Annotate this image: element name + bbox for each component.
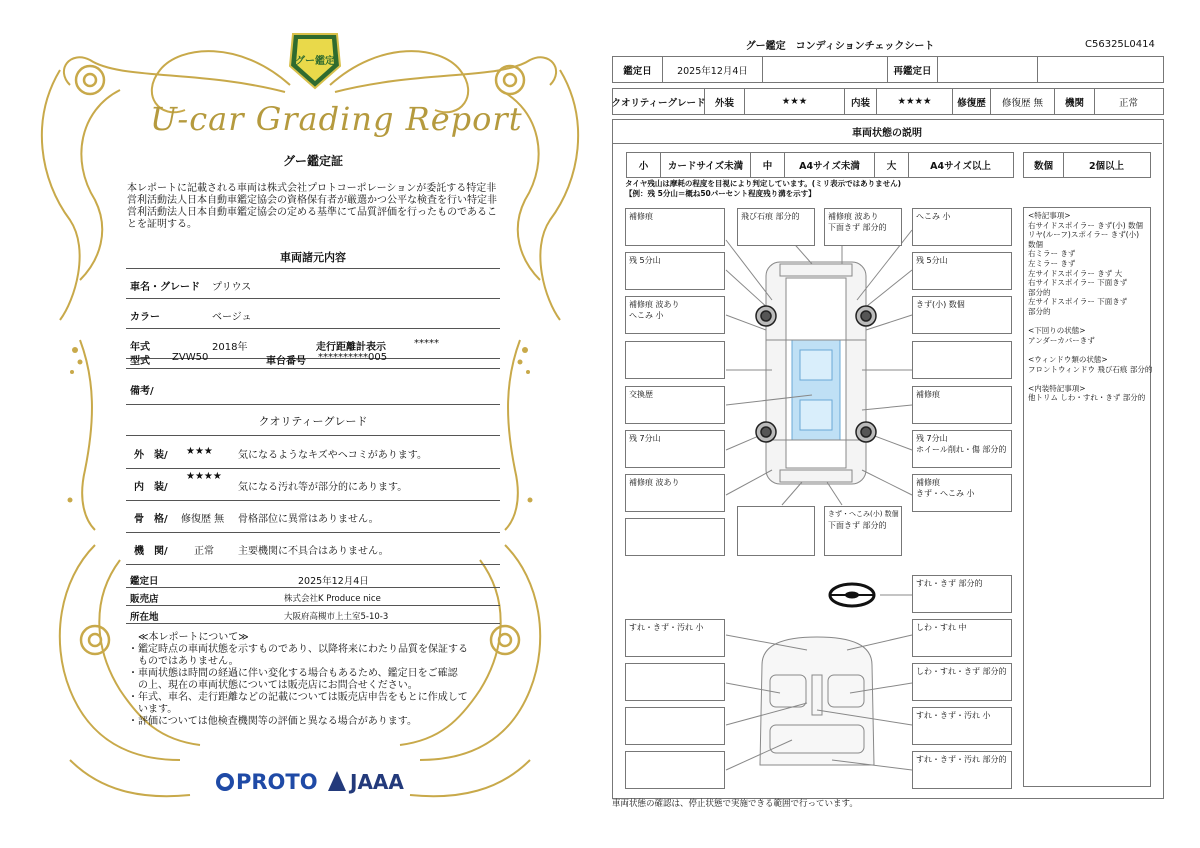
quality-row-frame: [126, 500, 500, 533]
shop-value: 大阪府高槻市上土室5-10-3: [284, 612, 389, 622]
sheet-title: グー鑑定 コンディションチェックシート: [745, 41, 935, 52]
note-line: ・鑑定時点の車両状態を示すものであり、以降将来にわたり品質を保証する: [128, 644, 468, 655]
tire-note-line: 【例：残 5分山＝概ね50パーセント程度残り溝を示す】: [625, 189, 816, 198]
note-line: ・年式、車名、走行距離などの記載については販売店申告をもとに作成して: [128, 692, 468, 703]
size-large: 大: [875, 153, 909, 177]
tire-box: [912, 430, 1012, 468]
special-line: 右サイドスポイラー きず(小) 数個: [1028, 220, 1144, 230]
special-line: 左ミラー きず: [1028, 258, 1076, 268]
tire-note: [625, 179, 901, 199]
quality-row-engine: [126, 532, 500, 565]
special-line: 他トリム しわ・すれ・きず 部分的: [1028, 393, 1146, 403]
damage-box: [912, 341, 1012, 379]
jaaa-logo-text: JAAA: [350, 770, 404, 794]
shop-value: 株式会社K Produce nice: [284, 594, 381, 604]
note-line: ・車両状態は時間の経過に伴い変化する場合もあるため、鑑定日をご確認: [128, 668, 458, 679]
quality-label: 内 装/: [134, 482, 168, 493]
damage-box: [625, 474, 725, 512]
interior-box: [912, 663, 1012, 701]
exterior-value: ★★★: [745, 89, 845, 114]
count-value: 2個以上: [1088, 161, 1125, 172]
spec-row-name: [126, 268, 500, 299]
damage-text: 補修痕 波あり: [828, 212, 879, 221]
damage-text: 下面きず 部分的: [828, 223, 887, 232]
damage-text: 補修痕 波あり: [629, 300, 680, 309]
note-line: ものではありません。: [128, 656, 239, 667]
spec-row-model: [126, 346, 500, 369]
spec-value: ZVW50: [172, 352, 209, 363]
interior-label: 内装: [845, 89, 877, 114]
quality-desc: 気になる汚れ等が部分的にあります。: [238, 482, 408, 493]
size-legend: [626, 152, 1014, 178]
interior-box: [912, 575, 1012, 613]
damage-text: 補修痕: [916, 390, 940, 399]
engine-value: 正常: [1118, 97, 1138, 109]
quality-row-exterior: [126, 436, 500, 469]
date-label: 鑑定日: [613, 57, 663, 82]
exterior-label: 外装: [705, 89, 745, 114]
repair-label: 修復歴: [953, 89, 991, 114]
quality-value: ★★★: [186, 446, 213, 457]
special-line: 左サイドスポイラー 下面きず: [1028, 297, 1128, 307]
damage-box: [625, 208, 725, 246]
redate-label: 再鑑定日: [888, 57, 938, 82]
shop-row-date: [126, 570, 500, 588]
special-line: フロントウィンドウ 飛び石痕 部分的: [1028, 364, 1153, 374]
certificate-body: 本レポートに記載される車両は株式会社プロトコーポレーションが委託する特定非営利活動法人日本自動車鑑定協会の資格保有者が厳選かつ公平な検査を行い特定非営利活動法人日本自動車鑑定協会の定める基準にて品質評価を行ったものであることを証明する。: [127, 183, 497, 230]
shop-label: 鑑定日: [130, 576, 159, 587]
spec-row-remarks: [126, 368, 500, 405]
count-legend: [1023, 152, 1151, 178]
damage-box: [912, 296, 1012, 334]
damage-text: しわ・すれ 中: [916, 623, 967, 632]
interior-box: [625, 663, 725, 701]
special-line: アンダーカバーきず: [1028, 335, 1095, 345]
damage-text: 残 7分山: [629, 434, 661, 443]
damage-text: すれ・きず・汚れ 部分的: [916, 755, 1007, 764]
note-line: います。: [128, 704, 178, 715]
spec-label: 備考/: [130, 386, 154, 397]
quality-title: クオリティーグレード: [258, 415, 368, 428]
damage-text: きず・へこみ(小) 数個: [828, 510, 899, 518]
tire-box: [912, 252, 1012, 290]
quality-value: ★★★★: [186, 471, 222, 482]
damage-text: へこみ 小: [629, 311, 664, 320]
proto-mark-icon: [216, 773, 234, 791]
date-value: 2025年12月4日: [663, 57, 763, 82]
size-small: 小: [627, 153, 661, 177]
script-title: U-car Grading Report: [150, 100, 523, 138]
special-line: <ウィンドウ類の状態>: [1028, 354, 1108, 364]
damage-text: 残 7分山: [916, 434, 948, 443]
damage-text: しわ・すれ・きず 部分的: [916, 667, 1007, 676]
damage-text: 下面きず 部分的: [828, 521, 887, 530]
damage-box: [824, 208, 902, 246]
shop-row-shop: [126, 588, 500, 606]
shop-label: 販売店: [130, 594, 159, 605]
quality-label: 機 関/: [134, 546, 168, 557]
special-line: <特記事項>: [1028, 211, 1071, 220]
spec-value: *****: [414, 338, 439, 349]
sheet-id: C56325L0414: [1085, 39, 1155, 50]
proto-logo: [216, 770, 318, 794]
spec-label: 走行距離計表示: [316, 342, 386, 353]
special-line: 右ミラー きず: [1028, 249, 1076, 259]
date-row: [612, 56, 1164, 83]
damage-text: 交換歴: [629, 390, 653, 399]
spec-row-color: [126, 298, 500, 329]
interior-box: [912, 751, 1012, 789]
goo-kantei-badge: [287, 30, 343, 92]
special-line: [1028, 345, 1146, 355]
special-line: 右サイドスポイラー 下面きず: [1028, 278, 1128, 288]
damage-box: [737, 506, 815, 556]
state-title: 車両状態の説明: [612, 119, 1162, 144]
quality-label: 骨 格/: [134, 514, 168, 525]
damage-text: すれ・きず 部分的: [916, 579, 983, 588]
quality-desc: 主要機関に不具合はありません。: [238, 546, 389, 557]
notes-title: ≪本レポートについて≫: [138, 632, 249, 643]
spec-value: ベージュ: [212, 312, 252, 323]
damage-text: 補修痕: [916, 478, 940, 487]
grade-label: クオリティーグレード: [613, 89, 705, 114]
size-mid-desc: A4サイズ未満: [785, 153, 875, 177]
special-line: [1028, 317, 1146, 327]
tire-box: [625, 430, 725, 468]
damage-box: [625, 296, 725, 334]
empty-cell: [763, 57, 888, 82]
tire-note-line: タイヤ残山は摩耗の程度を目視により判定しています。(ミリ表示ではありません): [625, 179, 902, 188]
damage-text: すれ・きず・汚れ 小: [629, 623, 704, 632]
special-line: <内装特記事項>: [1028, 383, 1086, 393]
interior-box: [625, 619, 725, 657]
badge-text: グー鑑定: [295, 56, 335, 67]
damage-box: [625, 341, 725, 379]
special-line: 数個: [1028, 239, 1043, 249]
spec-label: 型式: [130, 356, 150, 367]
special-line: 左サイドスポイラー きず 大: [1028, 268, 1123, 278]
size-small-desc: カードサイズ未満: [661, 153, 751, 177]
damage-box: [912, 208, 1012, 246]
special-line: リヤ(ルーフ)スポイラー きず(小): [1028, 230, 1140, 240]
interior-box: [912, 619, 1012, 657]
damage-text: 補修痕: [629, 212, 653, 221]
spec-label: 車名・グレード: [130, 282, 200, 293]
footer-note: 車両状態の確認は、停止状態で実施できる範囲で行っています。: [612, 799, 858, 809]
special-line: [1028, 374, 1146, 384]
redate-value: [938, 57, 1038, 82]
size-mid: 中: [751, 153, 785, 177]
damage-text: きず(小) 数個: [916, 300, 965, 309]
special-notes: [1023, 207, 1151, 787]
damage-text: すれ・きず・汚れ 小: [916, 711, 991, 720]
damage-box: [912, 386, 1012, 424]
shop-value: 2025年12月4日: [298, 576, 369, 587]
damage-box: [912, 474, 1012, 512]
shop-label: 所在地: [130, 612, 159, 623]
damage-box: [737, 208, 815, 246]
damage-text: きず・へこみ 小: [916, 489, 975, 498]
damage-text: 残 5分山: [916, 256, 948, 265]
damage-box: [824, 506, 902, 556]
special-line: 部分的: [1028, 306, 1051, 316]
engine-label: 機関: [1055, 89, 1095, 114]
spec-label: 年式: [130, 342, 150, 353]
spec-label: カラー: [130, 312, 160, 323]
damage-box: [625, 518, 725, 556]
report-notes: [128, 632, 500, 728]
quality-value: 正常: [194, 546, 214, 557]
quality-desc: 気になるようなキズやヘコミがあります。: [238, 450, 427, 461]
spec-label: 車台番号: [266, 356, 306, 367]
damage-text: 補修痕 波あり: [629, 478, 680, 487]
damage-text: 残 5分山: [629, 256, 661, 265]
quality-label: 外 装/: [134, 450, 168, 461]
interior-box: [912, 707, 1012, 745]
special-line: 部分的: [1028, 287, 1051, 297]
specs-title: 車両諸元内容: [280, 251, 346, 264]
spec-value: プリウス: [212, 282, 252, 293]
interior-value: ★★★★: [877, 89, 953, 114]
damage-text: ホイール削れ・傷 部分的: [916, 445, 1007, 454]
jaaa-mark-icon: [328, 771, 346, 791]
damage-text: 飛び石痕 部分的: [741, 212, 800, 221]
damage-text: へこみ 小: [916, 212, 951, 221]
shop-row-address: [126, 606, 500, 624]
steering-wheel-icon: [830, 584, 874, 606]
note-line: ・評価については他検査機関等の評価と異なる場合があります。: [128, 716, 417, 727]
size-large-desc: A4サイズ以上: [930, 161, 991, 172]
tire-box: [625, 252, 725, 290]
note-line: の上、現在の車両状態については販売店にお問合せください。: [128, 680, 418, 691]
spec-value: 2018年: [212, 342, 248, 353]
damage-box: [625, 386, 725, 424]
quality-value: 修復歴 無: [181, 514, 225, 525]
quality-desc: 骨格部位に異常はありません。: [238, 514, 379, 525]
count-label: 数個: [1024, 153, 1064, 177]
jaaa-logo: [328, 770, 404, 794]
special-line: <下回りの状態>: [1028, 326, 1086, 336]
proto-logo-text: PROTO: [236, 770, 318, 794]
grade-row: [612, 88, 1164, 115]
interior-box: [625, 707, 725, 745]
spec-value: **********005: [318, 352, 388, 363]
certificate-title: グー鑑定証: [282, 154, 343, 168]
repair-value: 修復歴 無: [991, 89, 1055, 114]
quality-row-interior: [126, 468, 500, 501]
interior-box: [625, 751, 725, 789]
